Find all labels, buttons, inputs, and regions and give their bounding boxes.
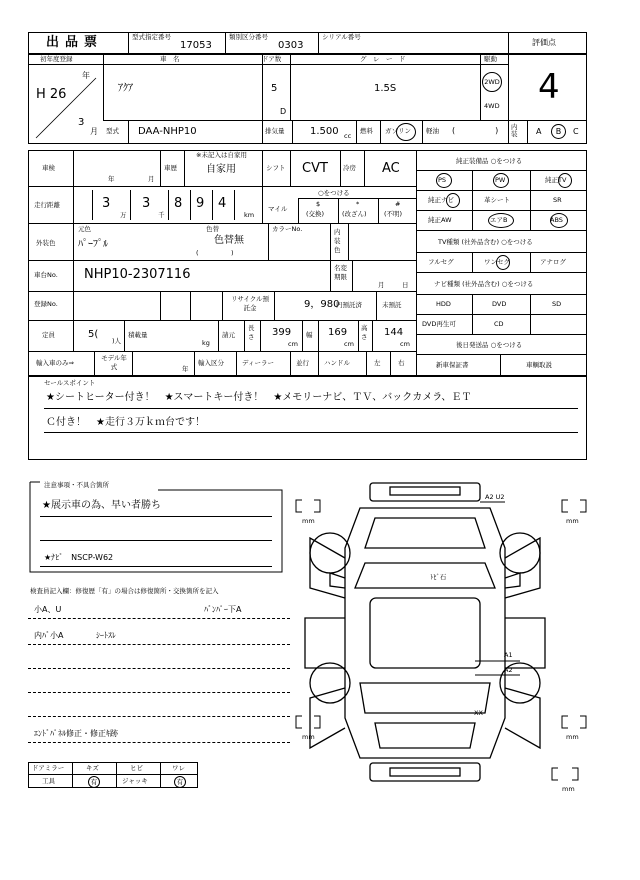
fuel-circle — [396, 123, 416, 141]
cool: AC — [382, 161, 400, 176]
repaint: 色替無 — [214, 235, 244, 246]
recycle-unit: 円預託済 — [336, 301, 362, 309]
oil-paren: ( ) — [452, 126, 499, 135]
shift: CVT — [302, 161, 328, 176]
color-label: 外装色 — [36, 239, 56, 247]
legend-scratch: キズ — [86, 764, 99, 772]
cc-unit: cc — [344, 132, 352, 140]
score-label: 評価点 — [532, 38, 556, 47]
capacity-unit: )人 — [112, 337, 122, 345]
history-label: 車歴 — [164, 164, 177, 172]
dealer: ディーラー — [242, 359, 274, 367]
inspector-l3: ｴﾝﾄﾞﾊﾟﾈﾙ修正・修正ｷ跡 — [34, 729, 118, 738]
cc: 1.500 — [310, 126, 339, 137]
sales-line1: ★シートヒーター付き！ ★スマートキー付き！ ★メモリーナビ、ＴＶ、バックカメラ、ＥＴ — [46, 392, 472, 403]
year-label: 初年度登録 — [40, 55, 73, 63]
car-name: ｱｸｱ — [118, 83, 133, 94]
interior-b: B — [551, 124, 566, 139]
tire-brackets — [296, 500, 586, 780]
equip-abs: ABS — [550, 216, 563, 224]
mileage-d3: 8 — [174, 196, 183, 211]
mm-rl: mm — [302, 733, 315, 741]
drive-label: 駆動 — [484, 55, 497, 63]
opt3: (不明) — [384, 210, 403, 218]
legend-jack: ジャッキ — [122, 777, 148, 785]
interior-c: C — [573, 127, 579, 136]
class-no: 0303 — [278, 40, 304, 51]
model-label: 型式 — [106, 127, 119, 135]
cool-label: 冷房 — [343, 164, 356, 172]
legend-mirror: ドアミラー — [32, 764, 65, 772]
mileage-label: 走行距離 — [34, 201, 60, 209]
height: 144 — [384, 327, 404, 338]
mark-a1: A1 — [504, 651, 513, 659]
equip-abs-circle — [550, 213, 568, 228]
orig-color-label: 元色 — [78, 225, 91, 233]
car-damage-diagram — [290, 478, 595, 808]
era-year: H 26 — [36, 87, 67, 102]
interior-color-label: 内装色 — [334, 228, 341, 254]
req-label: 請元 — [222, 331, 235, 339]
equip-tv-circle — [558, 173, 572, 188]
notice-line2: ★ﾅﾋﾞ NSCP-W62 — [44, 553, 114, 562]
parallel: 並行 — [296, 359, 309, 367]
inspector-l2b: ｼｰﾄｽﾚ — [96, 631, 116, 640]
equip-ps-circle — [436, 173, 452, 188]
opt1: (交換) — [306, 210, 325, 218]
drive-4wd: 4WD — [484, 102, 500, 110]
mm-rr: mm — [566, 733, 579, 741]
inspector-l1a: 小A、U — [34, 605, 62, 614]
handle-left: 左 — [374, 359, 381, 367]
load-label: 積載量 — [128, 331, 148, 339]
mileage-unit: km — [244, 211, 255, 219]
mm-fl: mm — [302, 517, 315, 525]
month-unit: 月 — [90, 127, 98, 136]
legend-crack: ヒビ — [130, 764, 143, 772]
grade: 1.5S — [374, 83, 397, 94]
length: 399 — [272, 327, 292, 338]
hgt-label: 高さ — [361, 324, 368, 341]
notice-line1: ★展示車の為、早い者勝ち — [42, 500, 161, 511]
tv-analog: アナログ — [540, 258, 566, 266]
later-title: 後日発送品 ○をつける — [456, 341, 523, 349]
navi-hdd: HDD — [436, 300, 451, 308]
form-title: 出品票 — [46, 35, 104, 50]
capacity-label: 定員 — [42, 331, 55, 339]
tv-one-circle — [496, 255, 510, 270]
inspector-l1b: ﾊﾞﾝﾊﾟｰ下A — [204, 605, 242, 614]
legend-break: ワレ — [172, 764, 185, 772]
grade-label: グ レ ー ド — [360, 55, 406, 63]
tv-one: ワンセグ — [484, 258, 510, 266]
equip-aw: 純正AW — [428, 216, 452, 224]
mileage-d1: 3 — [102, 196, 111, 211]
rename-month: 月 — [378, 281, 385, 289]
navi-sd: SD — [552, 300, 562, 308]
chassis-no: NHP10-2307116 — [84, 267, 191, 282]
hgt-cm: cm — [400, 340, 410, 348]
tv-title: TV種類 (社外品含む) ○をつける — [438, 238, 533, 246]
mileage-d2: 3 — [142, 196, 151, 211]
rename-day: 日 — [402, 281, 409, 289]
year-unit: 年 — [82, 71, 90, 80]
class-no-label: 類別区分番号 — [229, 33, 268, 41]
len-cm: cm — [288, 340, 298, 348]
shift-label: シフト — [266, 164, 286, 172]
mileage-d4: 9 — [196, 196, 205, 211]
reg-label: 登録No. — [34, 300, 58, 308]
later-manual: 車輌取説 — [526, 361, 552, 369]
equip-navi-circle — [446, 193, 460, 208]
mark-center: ﾄﾋﾞ石 — [430, 573, 447, 581]
legend-jack-yes: 有 — [174, 776, 186, 788]
equip-tv: 純正TV — [545, 176, 567, 184]
sales-line2: Ｃ付き！ ★走行３万ｋｍ台です！ — [46, 417, 205, 428]
opt2-sym: * — [356, 200, 360, 208]
repaint-paren: ( ) — [196, 249, 234, 257]
mile-label: マイル — [268, 205, 288, 213]
mark-top: A2 U2 — [485, 493, 505, 501]
equip-ps: PS — [438, 176, 447, 184]
inspector-label: 検査員記入欄：修復歴「有」の場合は修復箇所・交換箇所を記入 — [30, 587, 219, 595]
equip-airbag: エアB — [490, 216, 508, 224]
navi-title: ナビ種類 (社外品含む) ○をつける — [434, 280, 534, 288]
load-unit: kg — [202, 339, 210, 347]
equip-navi: 純正ナビ — [428, 196, 454, 204]
tv-full: フルセグ — [428, 258, 454, 266]
wid-cm: cm — [344, 340, 354, 348]
opt1-sym: $ — [316, 200, 321, 208]
serial-label: シリアル番号 — [322, 33, 361, 41]
import-type-label: 輸入区分 — [198, 359, 224, 367]
format-no-label: 型式指定番号 — [132, 33, 171, 41]
model: DAA-NHP10 — [138, 126, 197, 137]
import-label: 輸入車のみ⇒ — [36, 359, 74, 367]
mileage-d5: 4 — [218, 196, 227, 211]
legend-tools: 工具 — [42, 777, 55, 785]
equip-leather: 革シート — [484, 196, 510, 204]
sales-label: セールスポイント — [44, 379, 96, 387]
opt3-sym: # — [395, 200, 401, 208]
notice-label: 注意事項・不具合箇所 — [44, 481, 109, 489]
orig-color: ﾊﾟｰﾌﾟﾙ — [78, 239, 108, 250]
score-value: 4 — [538, 67, 560, 107]
shaken-year-unit: 年 — [108, 175, 115, 183]
inspector-l2a: 内ﾊﾞ小A — [34, 631, 64, 640]
mm-spare: mm — [562, 785, 575, 793]
interior-label: 内装 — [511, 123, 518, 138]
shaken-month-unit: 月 — [148, 175, 155, 183]
history-note: ※未記入は自家用 — [196, 151, 247, 159]
len-label: 長さ — [248, 324, 255, 341]
mark-xx: XX — [474, 709, 483, 717]
mark-a2: A2 — [504, 666, 513, 674]
opt2: (改ざん) — [342, 210, 367, 218]
navi-dvd: DVD — [492, 300, 507, 308]
mileage-u2: 千 — [158, 211, 165, 219]
unpaid: 未預託 — [382, 301, 402, 309]
wid-label: 幅 — [306, 331, 313, 339]
interior-a: A — [536, 127, 542, 136]
colorno-label: カラーNo. — [272, 225, 303, 233]
equip-pw-circle — [493, 173, 509, 188]
drive-2wd: 2WD — [482, 72, 502, 92]
doors-label: ドア数 — [262, 55, 282, 63]
header-frame — [28, 32, 587, 54]
later-warranty: 新車保証書 — [436, 361, 469, 369]
equip-sr: SR — [553, 196, 562, 204]
dvd-play: DVD再生可 — [422, 320, 456, 328]
door-type: D — [280, 107, 287, 116]
doors: 5 — [271, 83, 278, 94]
recycle: 9，980 — [304, 299, 340, 310]
modelyear-label: モデル年式 — [101, 354, 127, 371]
dvd-cd: CD — [494, 320, 504, 328]
equip-airbag-circle — [488, 213, 514, 228]
handle-label: ハンドル — [324, 359, 350, 367]
oil-label: 軽油 — [426, 127, 439, 135]
history: 自家用 — [206, 164, 236, 175]
legend-tools-yes: 有 — [88, 776, 100, 788]
fuel-label: 燃料 — [360, 127, 373, 135]
modelyear-unit: 年 — [182, 365, 189, 373]
format-no: 17053 — [180, 40, 212, 51]
rename-label: 名変期限 — [334, 264, 347, 281]
chassis-label: 車台No. — [34, 271, 58, 279]
paint-label: 色替 — [206, 225, 219, 233]
fuel: ガソリン — [385, 127, 411, 135]
capacity: 5( — [88, 329, 99, 340]
mileage-u1: 万 — [120, 211, 127, 219]
mileage-note: ○をつける — [318, 189, 350, 197]
width: 169 — [328, 327, 348, 338]
month: 3 — [78, 117, 85, 128]
equip-title: 純正装備品 ○をつける — [456, 157, 523, 165]
mm-fr: mm — [566, 517, 579, 525]
shaken-label: 車検 — [42, 164, 55, 172]
recycle-label: リサイクル預託金 — [230, 295, 270, 312]
equip-pw: PW — [495, 176, 506, 184]
name-label: 車 名 — [160, 55, 180, 63]
car-outline — [305, 483, 545, 781]
cc-label: 排気量 — [265, 127, 285, 135]
handle-right: 右 — [398, 359, 405, 367]
